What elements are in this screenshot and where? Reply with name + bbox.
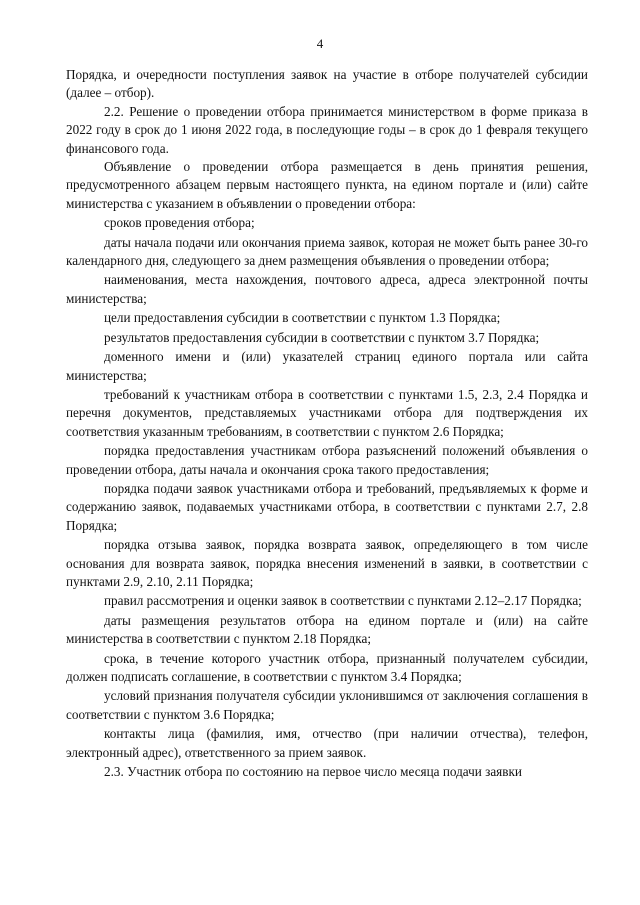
document-body <box>66 66 588 781</box>
list-item: срока, в течение которого участник отбора, признанный получателем субсидии, должен подписать соглашение, в соответствии с пунктом 3.4 Порядка; <box>66 650 588 684</box>
list-item: условий признания получателя субсидии уклонившимся от заключения соглашения в соответствии с пунктом 3.6 Порядка; <box>66 688 588 722</box>
list-item: контакты лица (фамилия, имя, отчество (при наличии отчества), телефон, электронный адрес), ответственного за прием заявок. <box>66 726 588 760</box>
list-item: даты размещения результатов отбора на едином портале и (или) на сайте министерства в соответствии с пунктом 2.18 Порядка; <box>66 612 588 647</box>
list-item: сроков проведения отбора; <box>104 215 255 231</box>
list-item: доменного имени и (или) указателей страниц единого портала или сайта министерства; <box>66 349 588 383</box>
list-item: порядка отзыва заявок, порядка возврата заявок, определяющего в том числе основания для возврата заявок, порядка внесения изменений в заявки, в соответствии с пунктами 2.9, 2.10, 2.11 Порядка; <box>66 537 588 589</box>
list-item: требований к участникам отбора в соответствии с пунктами 1.5, 2.3, 2.4 Порядка и перечня документов, представляемых участниками отбора для подтверждения их соответствия указанным требованиям, в соответствии с пунктом 2.6 Порядка; <box>66 386 588 439</box>
list-item: порядка предоставления участникам отбора разъяснений положений объявления о проведении отбора, даты начала и окончания срока такого предоставления; <box>66 443 588 477</box>
list-item: порядка подачи заявок участниками отбора и требований, предъявляемых к форме и содержанию заявок, подаваемых участниками отбора, в соответствии с пунктами 2.7, 2.8 Порядка; <box>66 480 588 533</box>
list-item: даты начала подачи или окончания приема заявок, которая не может быть ранее 30-го календарного дня, следующего за днем размещения объявления о проведении отбора; <box>66 234 588 269</box>
list-item: цели предоставления субсидии в соответствии с пунктом 1.3 Порядка; <box>104 310 501 326</box>
paragraph-2-2: 2.2. Решение о проведении отбора принимается министерством в форме приказа в 2022 году в срок до 1 июня 2022 года, в последующие годы – в срок до 1 февраля текущего финансового года. <box>66 103 588 156</box>
list-item: результатов предоставления субсидии в соответствии с пунктом 3.7 Порядка; <box>104 329 540 345</box>
page-number: 4 <box>316 36 324 51</box>
paragraph-2-3: 2.3. Участник отбора по состоянию на первое число месяца подачи заявки <box>104 764 522 780</box>
paragraph-announcement: Объявление о проведении отбора размещается в день принятия решения, предусмотренного абзацем первым настоящего пункта, на едином портале и (или) сайте министерства с указанием в объявлении о проведении отбора: <box>66 159 588 211</box>
list-item: наименования, места нахождения, почтового адреса, адреса электронной почты министерства; <box>66 272 588 306</box>
paragraph-continuation: Порядка, и очередности поступления заявок на участие в отборе получателей субсидии (далее – отбор). <box>66 67 588 101</box>
list-item: правил рассмотрения и оценки заявок в соответствии с пунктами 2.12–2.17 Порядка; <box>104 593 582 609</box>
